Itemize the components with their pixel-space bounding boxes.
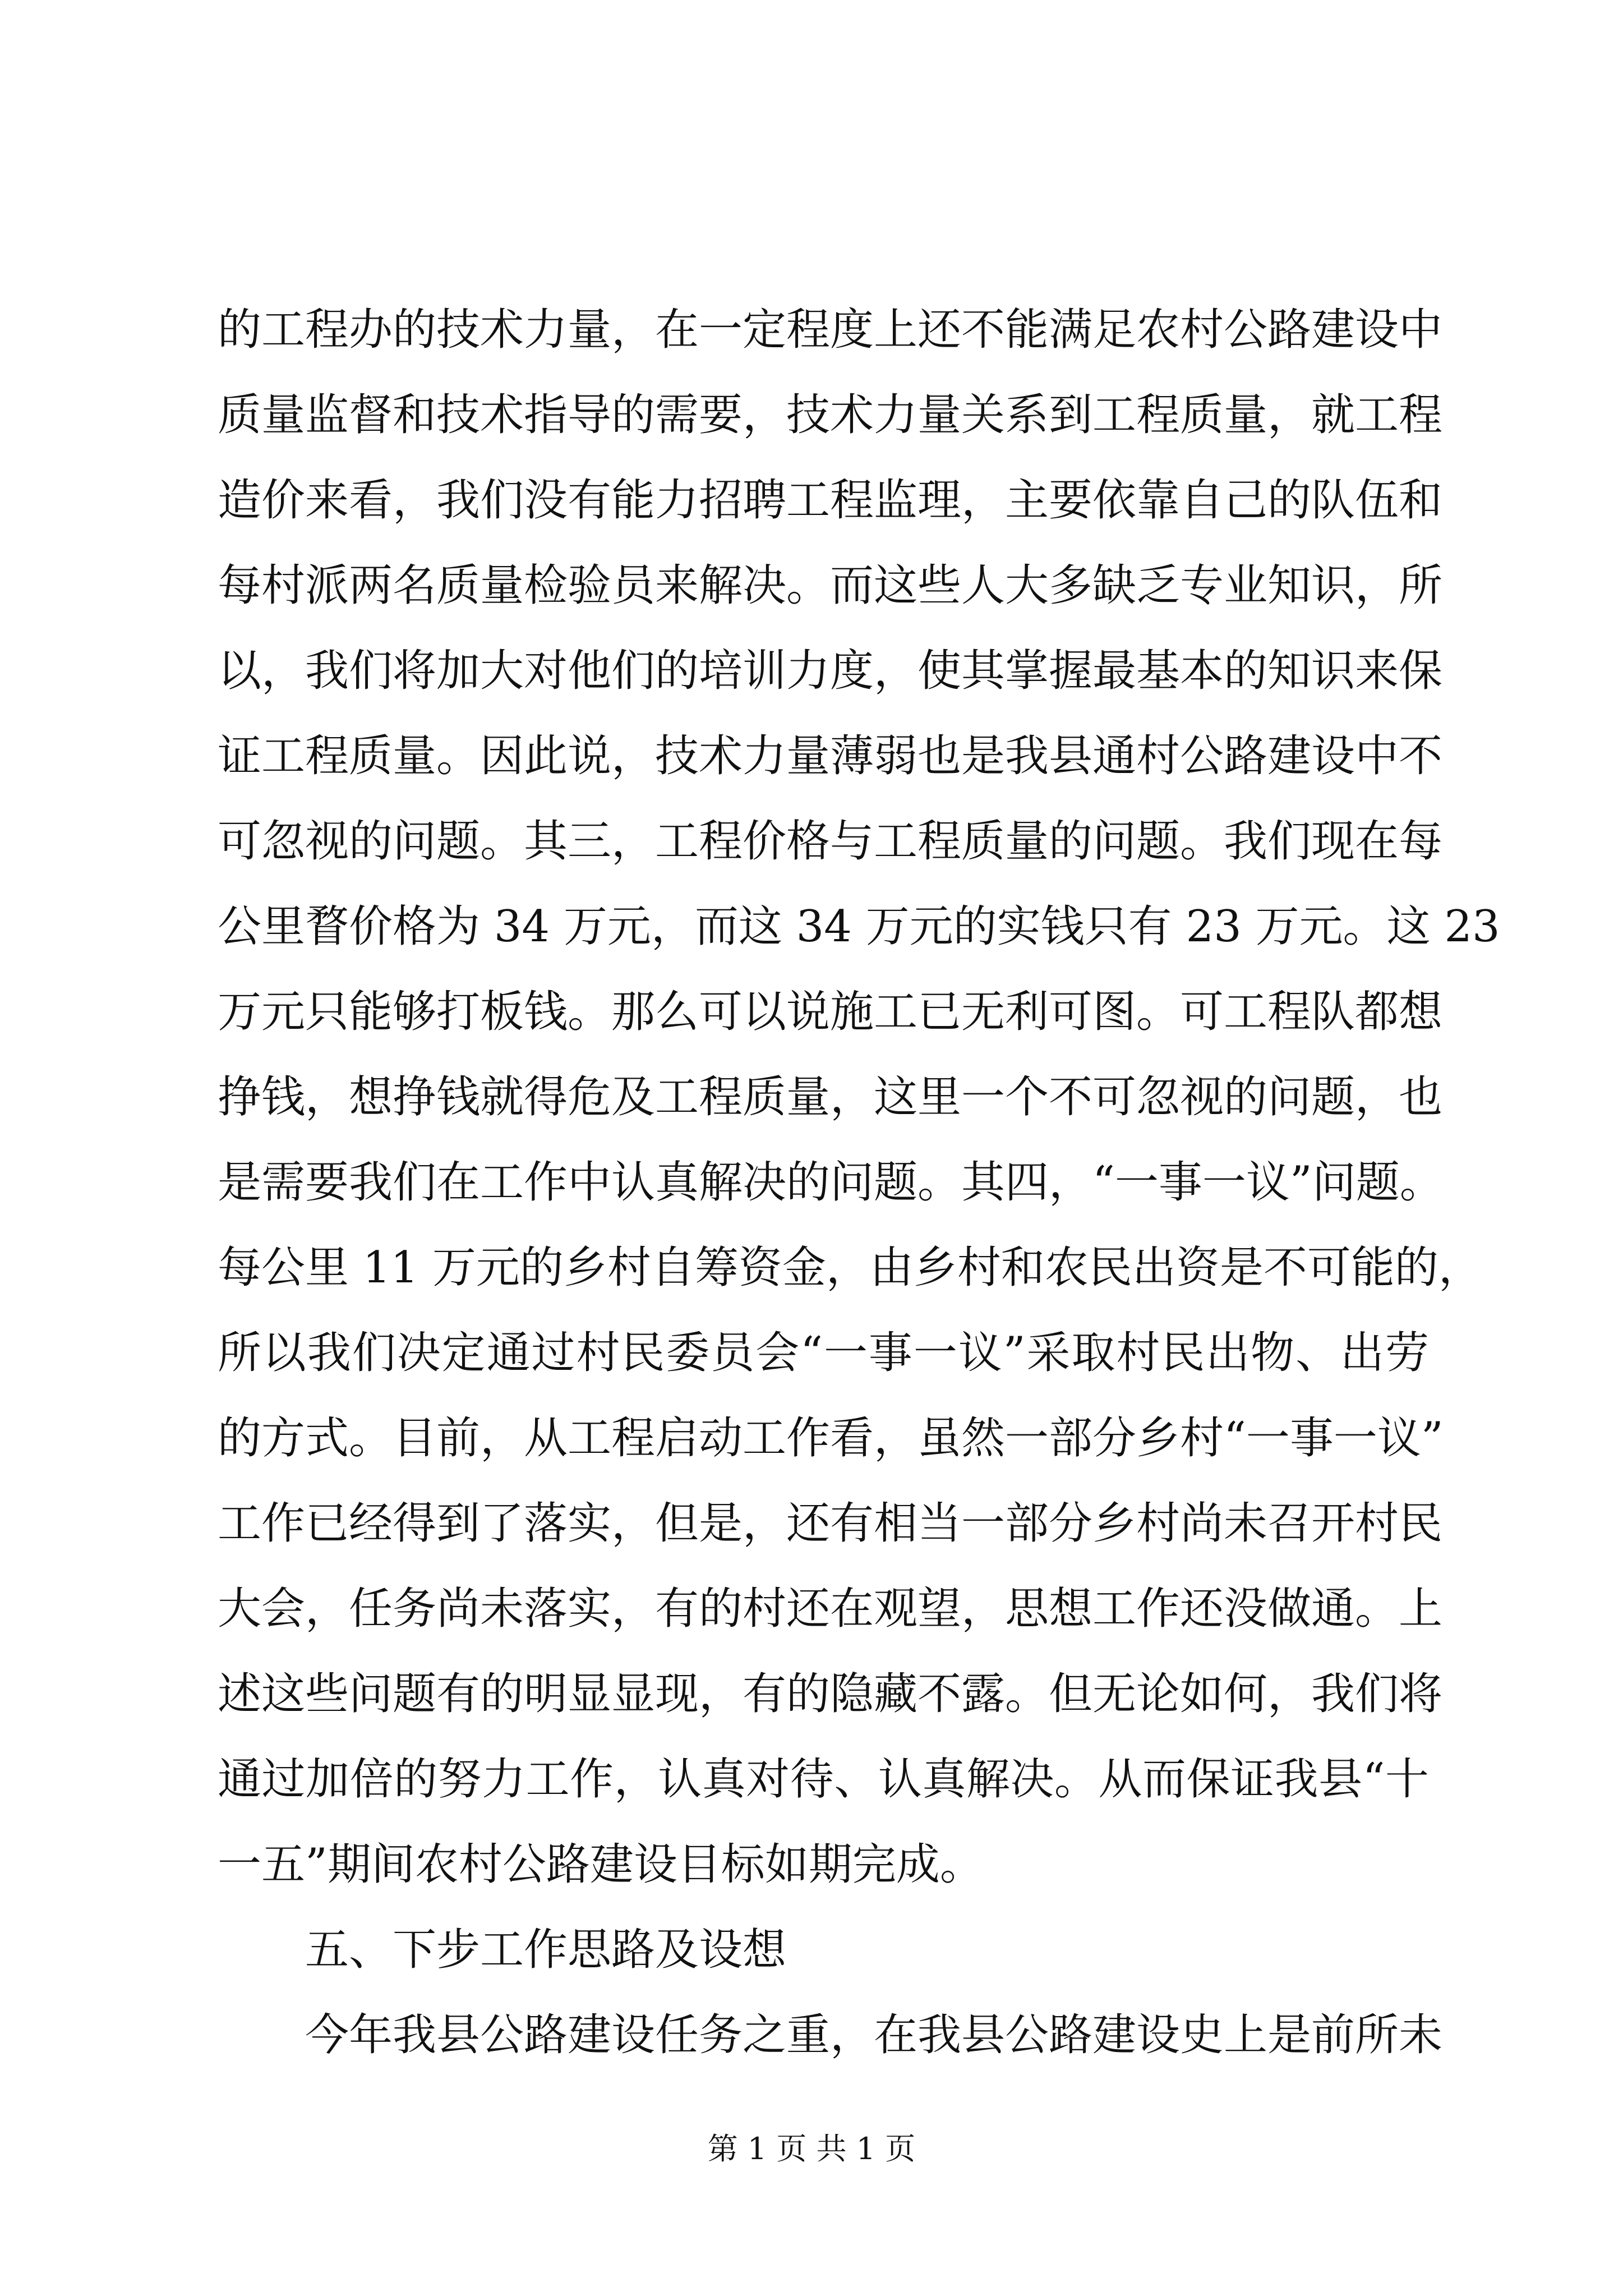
document-body: [218, 287, 1500, 2078]
paragraph-line: 通过加倍的努力工作，认真对待、认真解决。从而保证我县“十: [218, 1754, 1429, 1805]
paragraph-line: 大会，任务尚未落实，有的村还在观望，思想工作还没做通。上: [218, 1584, 1443, 1634]
paragraph-line: 证工程质量。因此说，技术力量薄弱也是我县通村公路建设中不: [218, 731, 1443, 781]
section-heading: 五、下步工作思路及设想: [305, 1925, 787, 1975]
paragraph-line: 述这些问题有的明显显现，有的隐藏不露。但无论如何，我们将: [218, 1669, 1443, 1719]
paragraph-line: 的方式。目前，从工程启动工作看，虽然一部分乡村“一事一议”: [218, 1413, 1444, 1464]
paragraph-line: 每村派两名质量检验员来解决。而这些人大多缺乏专业知识，所: [218, 560, 1443, 611]
paragraph-line: 造价来看，我们没有能力招聘工程监理，主要依靠自己的队伍和: [218, 475, 1443, 526]
paragraph-line: 的工程办的技术力量，在一定程度上还不能满足农村公路建设中: [218, 305, 1443, 355]
paragraph-line: 是需要我们在工作中认真解决的问题。其四，“一事一议”问题。: [218, 1157, 1444, 1208]
paragraph-line: 可忽视的问题。其三，工程价格与工程质量的问题。我们现在每: [218, 816, 1443, 867]
paragraph-line: 今年我县公路建设任务之重，在我县公路建设史上是前所未: [305, 2010, 1443, 2060]
paragraph-line: 挣钱，想挣钱就得危及工程质量，这里一个不可忽视的问题，也: [218, 1072, 1443, 1122]
paragraph-line: 以，我们将加大对他们的培训力度，使其掌握最基本的知识来保: [218, 646, 1443, 696]
paragraph-line: 质量监督和技术指导的需要，技术力量关系到工程质量，就工程: [218, 390, 1443, 440]
page-footer: 第 1 页 共 1 页: [707, 2131, 916, 2166]
paragraph-line: 一五”期间农村公路建设目标如期完成。: [218, 1839, 984, 1890]
paragraph-line: 所以我们决定通过村民委员会“一事一议”采取村民出物、出劳: [218, 1328, 1429, 1378]
paragraph-line: 每公里 11 万元的乡村自筹资金，由乡村和农民出资是不可能的，: [218, 1243, 1482, 1293]
paragraph-line: 公里瞀价格为 34 万元，而这 34 万元的实钱只有 23 万元。这 23: [218, 901, 1500, 952]
paragraph-line: 万元只能够打板钱。那么可以说施工已无利可图。可工程队都想: [218, 987, 1443, 1037]
paragraph-line: 工作已经得到了落实，但是，还有相当一部分乡村尚未召开村民: [218, 1498, 1443, 1549]
